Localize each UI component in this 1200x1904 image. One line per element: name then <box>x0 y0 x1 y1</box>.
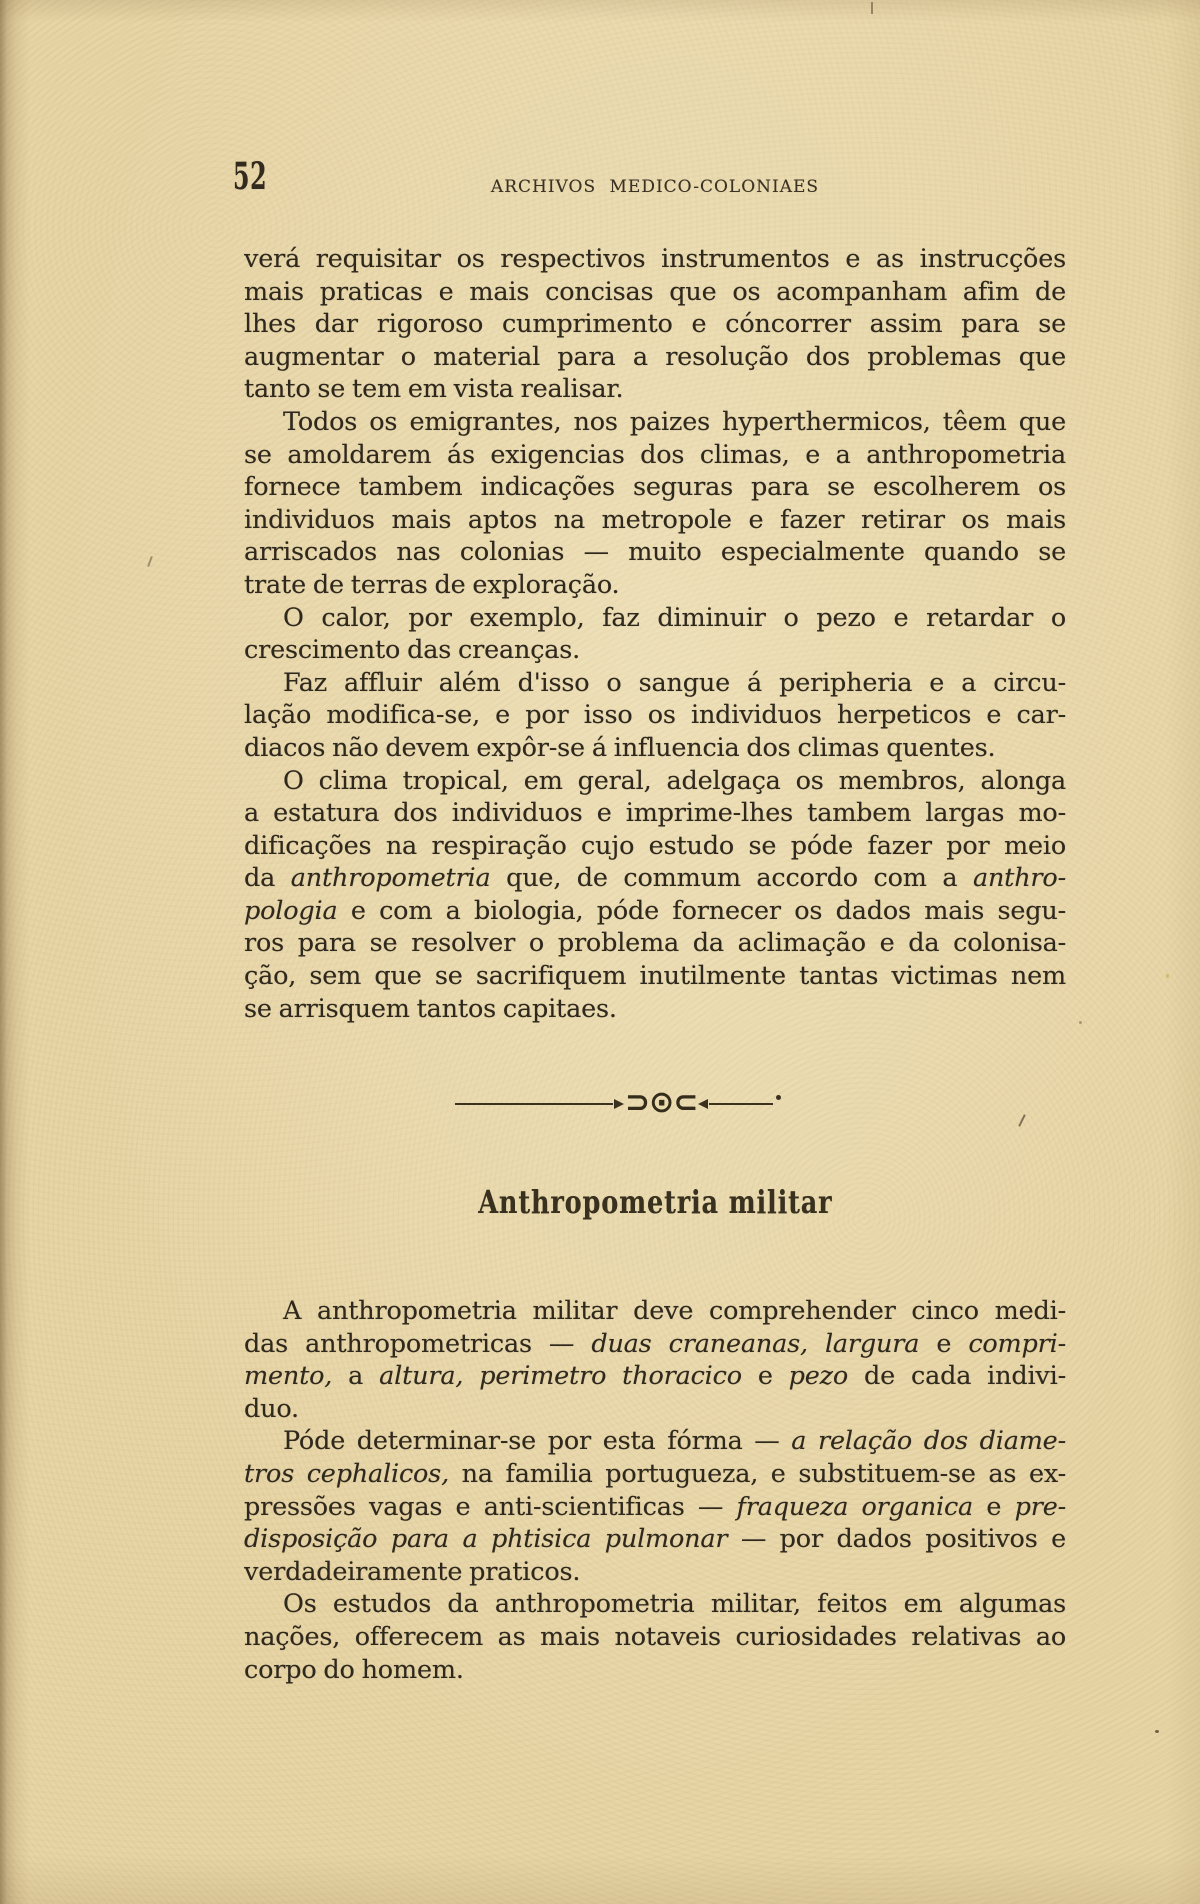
text-line <box>244 830 1066 863</box>
ornament-bracket-right: ⊂ <box>673 1085 698 1120</box>
roman-text: crescimento das creanças. <box>244 635 581 666</box>
text-line <box>244 993 1066 1026</box>
text-line <box>244 927 1066 960</box>
roman-text: lhes dar rigoroso cumprimento e cóncorrer assim para se <box>244 309 1066 340</box>
roman-text: O clima tropical, em geral, adelgaça os membros, alonga <box>283 765 1066 796</box>
text-line <box>244 439 1066 472</box>
text-line <box>244 797 1066 830</box>
roman-text: das anthropometricas — <box>244 1328 592 1359</box>
roman-text: a estatura dos individuos e imprime-lhes tambem largas mo- <box>244 798 1066 829</box>
section-heading-text: Anthropometria militar <box>477 1183 833 1221</box>
roman-text: na familia portugueza, e substituem-se as ex- <box>448 1458 1066 1489</box>
text-line <box>244 634 1066 667</box>
roman-text: diacos não devem expôr-se á influencia dos climas quentes. <box>244 732 996 763</box>
paragraph <box>244 1425 1066 1588</box>
paragraph <box>244 1588 1066 1686</box>
roman-text: O calor, por exemplo, faz diminuir o pezo e retardar o <box>283 602 1066 633</box>
roman-text: fornece tambem indicações seguras para se escolherem os <box>244 472 1066 503</box>
italic-text: compri- <box>968 1328 1066 1359</box>
text-line <box>244 862 1066 895</box>
text-line <box>244 341 1066 374</box>
page-number: 52 <box>233 154 268 198</box>
section-divider <box>455 1085 781 1120</box>
roman-text: augmentar o material para a resolução dos problemas que <box>244 341 1066 372</box>
paragraph <box>244 667 1066 765</box>
paragraph <box>244 243 1066 406</box>
italic-text: duas craneanas, largura <box>591 1328 920 1359</box>
roman-text: e <box>741 1361 789 1392</box>
body-text-upper <box>244 243 1066 1025</box>
roman-text: corpo do homem. <box>244 1654 464 1685</box>
text-line <box>244 732 1066 765</box>
text-line <box>244 276 1066 309</box>
text-line <box>244 504 1066 537</box>
scan-artifact <box>147 556 153 567</box>
roman-text: mais praticas e mais concisas que os acompanham afim de <box>244 276 1066 307</box>
italic-text: mento, <box>244 1361 333 1392</box>
text-line <box>244 243 1066 276</box>
italic-text: fraqueza organica <box>736 1491 974 1522</box>
paragraph <box>244 1295 1066 1425</box>
roman-text: tanto se tem em vista realisar. <box>244 374 624 405</box>
scan-artifact <box>1018 1114 1025 1127</box>
text-line <box>244 960 1066 993</box>
roman-text: se amoldarem ás exigencias dos climas, e a anthropometria <box>244 439 1066 470</box>
text-line <box>244 699 1066 732</box>
divider-end-dot <box>776 1095 781 1100</box>
text-line <box>244 471 1066 504</box>
text-line <box>244 765 1066 798</box>
italic-text: pezo <box>788 1361 849 1392</box>
roman-text: duo. <box>244 1393 299 1424</box>
roman-text: individuos mais aptos na metropole e fazer retirar os mais <box>244 504 1066 535</box>
text-line <box>244 1556 1066 1589</box>
italic-text: anthro- <box>972 863 1066 894</box>
divider-rule-right <box>709 1103 773 1105</box>
roman-text: Póde determinar-se por esta fórma — <box>283 1426 792 1457</box>
paragraph <box>244 406 1066 602</box>
divider-rule-left <box>455 1103 613 1105</box>
text-line <box>244 1491 1066 1524</box>
roman-text: verá requisitar os respectivos instrumentos e as instrucções <box>244 244 1066 274</box>
text-line <box>244 1360 1066 1393</box>
text-line <box>244 569 1066 602</box>
roman-text: ção, sem que se sacrifiquem inutilmente tantas victimas nem <box>244 961 1066 992</box>
italic-text: disposição para a phtisica pulmonar <box>244 1524 728 1555</box>
roman-text: se arrisquem tantos capitaes. <box>244 993 617 1024</box>
italic-text: tros cephalicos, <box>244 1458 449 1489</box>
ornament-circled-dot: ⊙ <box>649 1085 674 1120</box>
roman-text: Faz affluir além d'isso o sangue á peripheria e a circu- <box>283 667 1066 698</box>
text-line <box>244 1588 1066 1621</box>
text-line <box>244 602 1066 635</box>
roman-text: ros para se resolver o problema da aclimação e da colonisa- <box>244 928 1066 959</box>
text-line <box>244 1621 1066 1654</box>
paragraph <box>244 765 1066 1026</box>
section-heading <box>244 1183 1066 1221</box>
roman-text: que, de commum accordo com a <box>490 863 973 894</box>
text-line <box>244 308 1066 341</box>
italic-text: anthropometria <box>290 863 491 894</box>
text-line <box>244 1458 1066 1491</box>
divider-arrow-left-icon <box>698 1099 708 1109</box>
roman-text: a <box>332 1361 380 1392</box>
scan-artifact <box>1079 1021 1082 1024</box>
scan-artifact <box>871 2 873 14</box>
roman-text: arriscados nas colonias — muito especialmente quando se <box>244 537 1066 568</box>
text-line <box>244 406 1066 439</box>
roman-text: Todos os emigrantes, nos paizes hyperthermicos, têem que <box>283 406 1066 437</box>
divider-arrow-right-icon <box>614 1099 624 1109</box>
roman-text: e <box>973 1491 1015 1522</box>
ornament-bracket-left: ⊃ <box>625 1085 650 1120</box>
text-line <box>244 895 1066 928</box>
text-line <box>244 1328 1066 1361</box>
text-line <box>244 1425 1066 1458</box>
roman-text: trate de terras de exploração. <box>244 569 620 600</box>
roman-text: lação modifica-se, e por isso os individuos herpeticos e car- <box>244 700 1066 731</box>
text-line <box>244 1295 1066 1328</box>
text-line <box>244 373 1066 406</box>
roman-text: A anthropometria militar deve comprehender cinco medi- <box>283 1296 1066 1326</box>
scan-artifact <box>1155 1730 1159 1733</box>
italic-text: pre- <box>1014 1491 1066 1522</box>
paragraph <box>244 602 1066 667</box>
text-line <box>244 1393 1066 1426</box>
text-line <box>244 536 1066 569</box>
text-line <box>244 667 1066 700</box>
roman-text: dificações na respiração cujo estudo se póde fazer por meio <box>244 830 1066 861</box>
roman-text: da <box>244 863 291 894</box>
italic-text: a relação dos diame- <box>791 1426 1066 1457</box>
roman-text: de cada indivi- <box>848 1361 1066 1392</box>
roman-text: verdadeiramente praticos. <box>244 1556 581 1587</box>
roman-text: e <box>919 1328 969 1359</box>
text-line <box>244 1523 1066 1556</box>
running-title: ARCHIVOS MEDICO-COLONIAES <box>490 177 820 197</box>
roman-text: — por dados positivos e <box>727 1524 1066 1555</box>
roman-text: pressões vagas e anti-scientificas — <box>244 1491 737 1522</box>
italic-text: pologia <box>244 895 338 926</box>
roman-text: Os estudos da anthropometria militar, feitos em algumas <box>283 1589 1066 1620</box>
body-text-lower <box>244 1295 1066 1686</box>
italic-text: altura, perimetro thoracico <box>379 1361 742 1392</box>
roman-text: nações, offerecem as mais notaveis curiosidades relativas ao <box>244 1621 1066 1652</box>
scan-artifact <box>1166 974 1169 978</box>
roman-text: e com a biologia, póde fornecer os dados mais segu- <box>337 895 1066 926</box>
text-line <box>244 1654 1066 1687</box>
divider-ornament-icon <box>625 1085 698 1120</box>
